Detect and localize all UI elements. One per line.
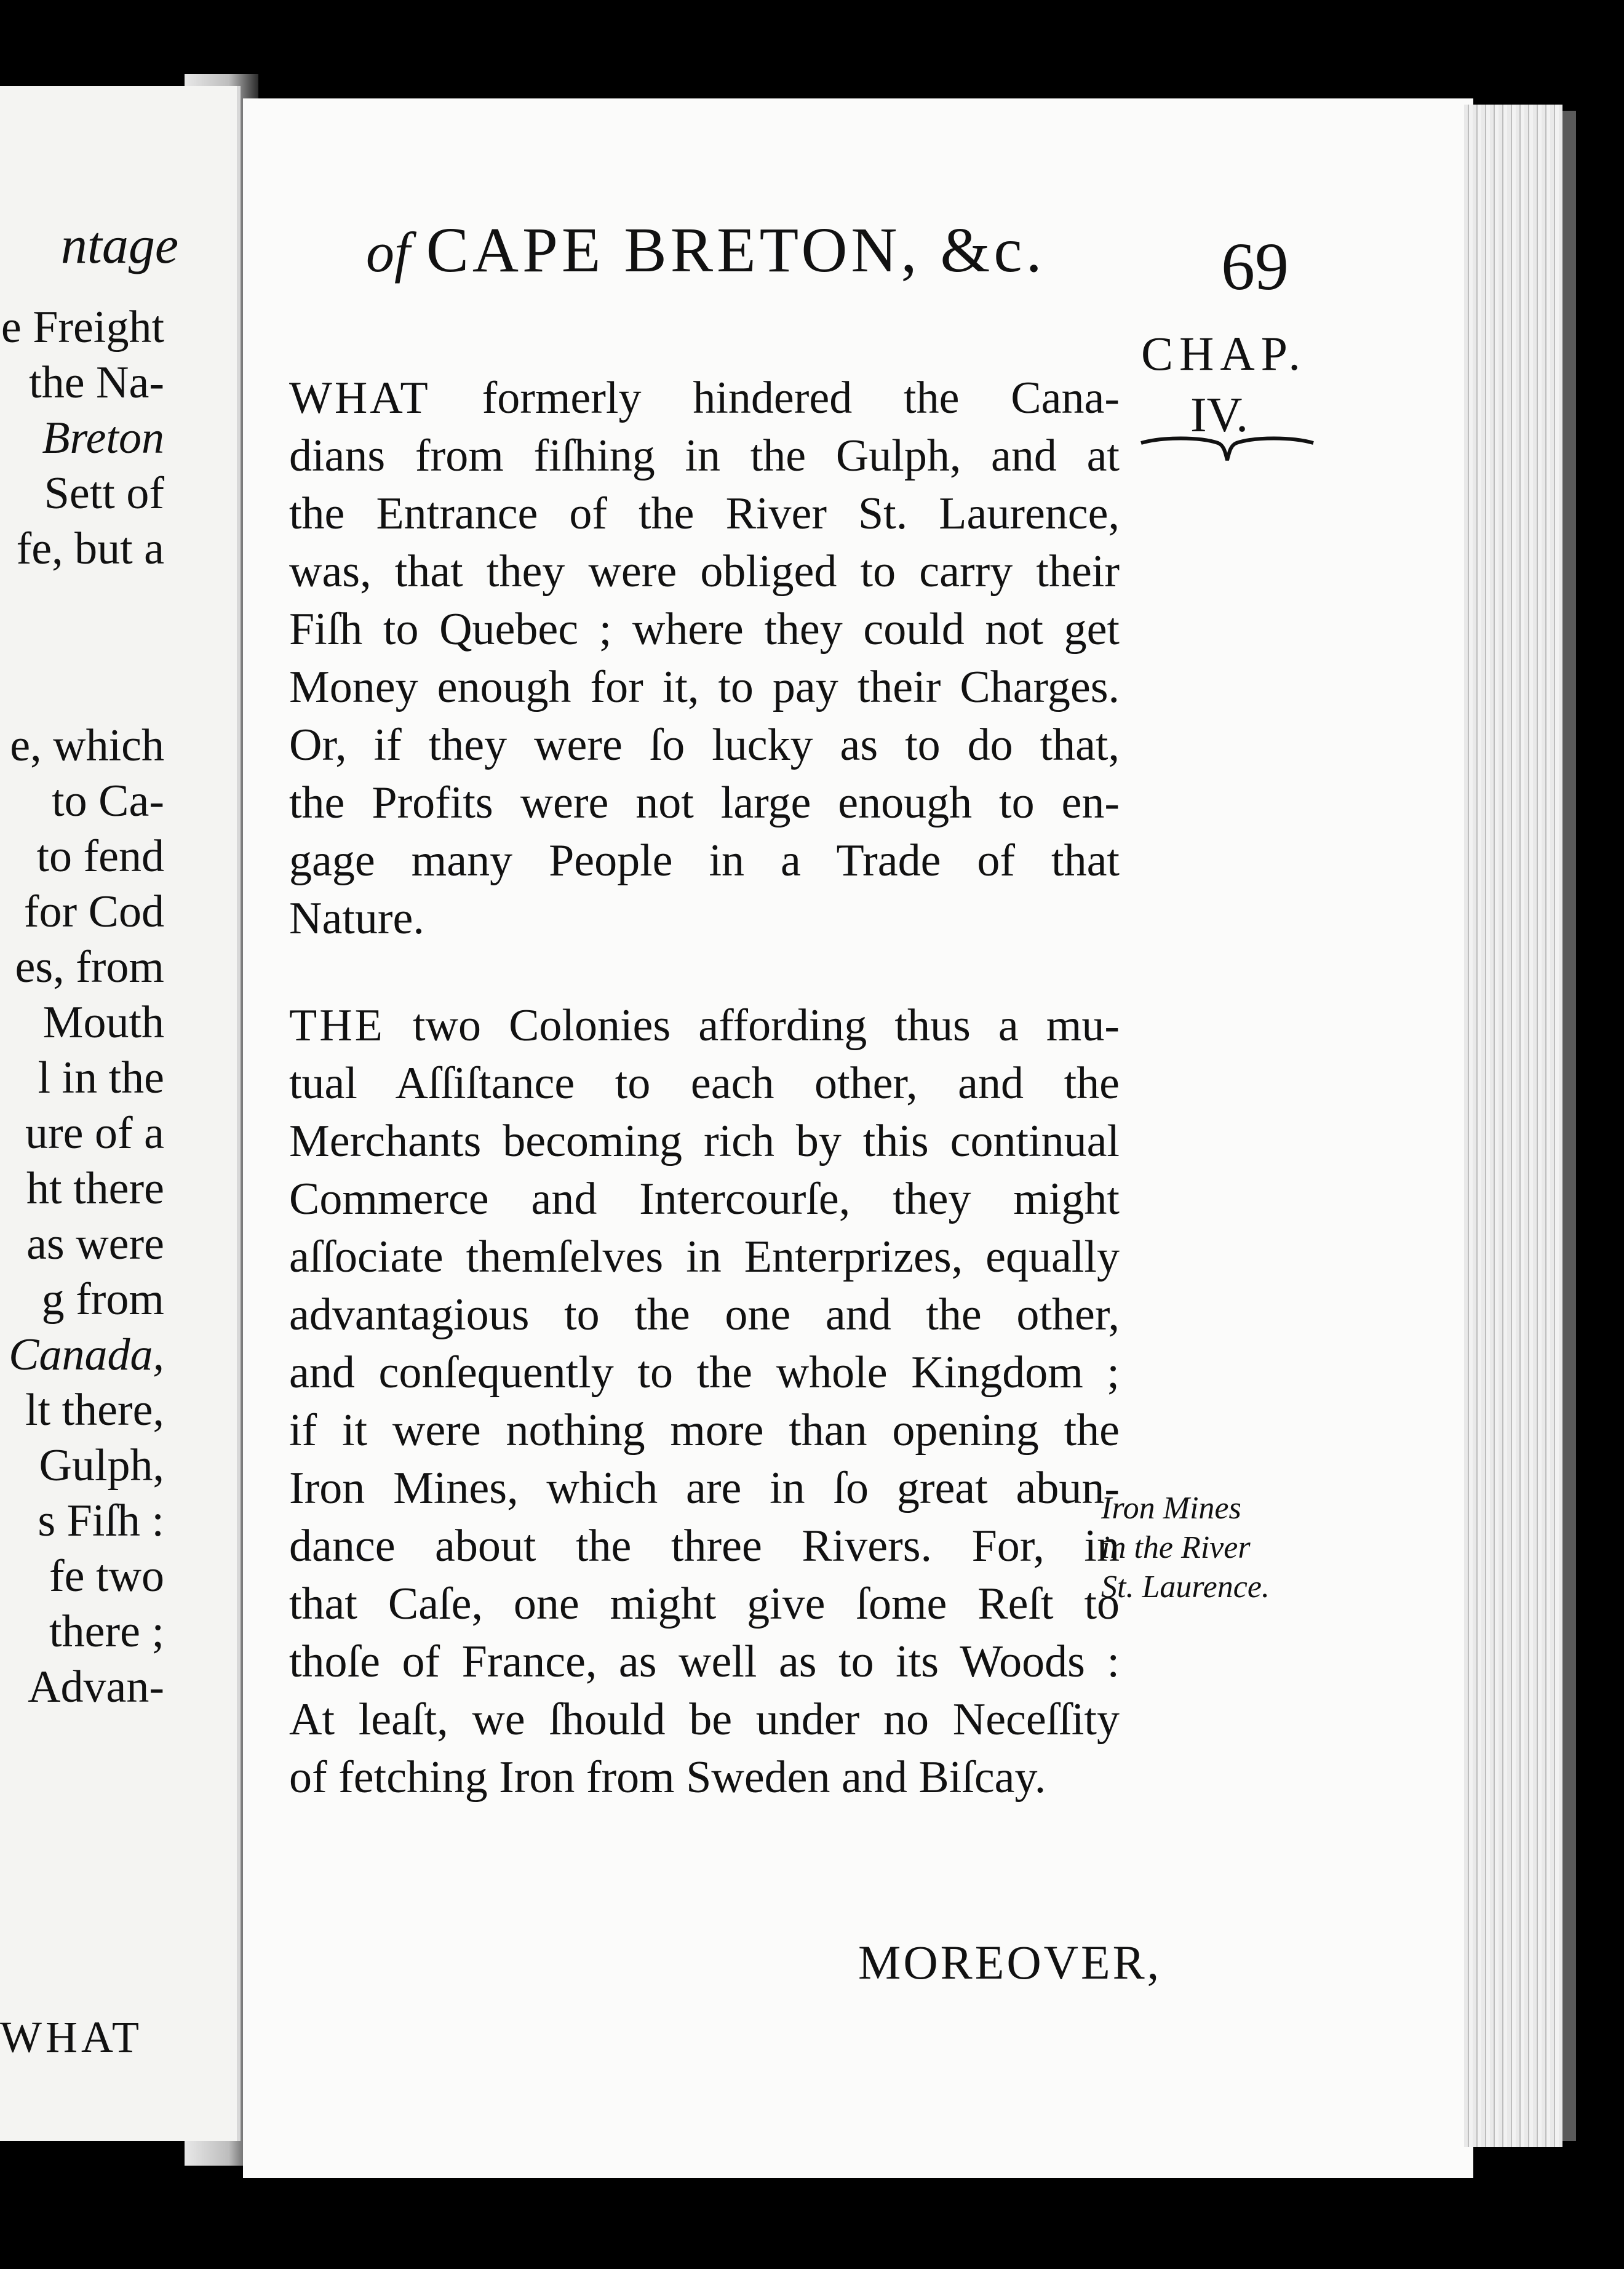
paragraph-lead-word: WHAT <box>289 373 431 423</box>
left-line: the Na- <box>29 357 164 408</box>
page-number: 69 <box>1221 229 1289 304</box>
left-line: g from <box>41 1274 164 1325</box>
paragraph-lead-word: THE <box>289 1000 385 1051</box>
marginal-note-line: St. Laurence. <box>1101 1569 1270 1605</box>
left-line: Mouth <box>42 997 164 1048</box>
left-page-catchword: WHAT <box>0 2012 143 2062</box>
left-line: Sett of <box>44 468 164 519</box>
paragraph-line: the Profits were not large enough to en- <box>289 778 1120 828</box>
chapter-number: IV. <box>1190 388 1249 442</box>
left-line: there ; <box>49 1606 164 1657</box>
left-line: for Cod <box>23 887 164 937</box>
paragraph-line: Merchants becoming rich by this continual <box>289 1116 1120 1166</box>
paragraph-line: was, that they were obliged to carry their <box>289 546 1120 597</box>
left-line: ure of a <box>25 1108 164 1158</box>
paragraph-line: At leaſt, we ſhould be under no Neceſſity <box>289 1694 1120 1745</box>
paragraph-line: aſſociate themſelves in Enterprizes, equally <box>289 1232 1120 1282</box>
left-line: lt there, <box>25 1385 164 1435</box>
left-page-header-fragment: ntage <box>60 215 178 274</box>
paragraph-line: advantagious to the one and the other, <box>289 1290 1120 1340</box>
paragraph-line: that Caſe, one might give ſome Reſt to <box>289 1579 1120 1629</box>
left-page <box>0 86 241 2141</box>
left-line: s Fiſh : <box>38 1496 164 1546</box>
marginal-note-line: in the River <box>1101 1530 1251 1565</box>
chapter-brace-ornament <box>1138 431 1316 468</box>
paragraph-line: thoſe of France, as well as to its Woods : <box>289 1637 1120 1687</box>
running-header <box>366 215 1363 285</box>
paragraph-line: Nature. <box>289 893 424 944</box>
left-line: e, which <box>10 720 164 771</box>
header-title: CAPE BRETON, &c. <box>426 215 1046 285</box>
paragraph-line: dance about the three Rivers. For, in <box>289 1521 1120 1571</box>
left-line: fe, but a <box>16 524 164 574</box>
left-line: as were <box>26 1219 164 1269</box>
paragraph-line: gage many People in a Trade of that <box>289 835 1120 886</box>
paragraph-line: Money enough for it, to pay their Charges. <box>289 662 1120 712</box>
paragraph-line: Iron Mines, which are in ſo great abun- <box>289 1463 1120 1513</box>
left-line: Advan- <box>28 1662 164 1712</box>
left-line: to Ca- <box>52 776 164 826</box>
left-line: ht there <box>26 1163 164 1214</box>
chapter-label: CHAP. <box>1141 327 1307 380</box>
paragraph-line: and conſequently to the whole Kingdom ; <box>289 1347 1120 1398</box>
paragraph-1 <box>289 369 1120 947</box>
left-line: Breton <box>42 413 164 463</box>
left-line: Canada, <box>9 1330 164 1380</box>
paragraph-line: tual Aſſiſtance to each other, and the <box>289 1058 1120 1109</box>
marginal-note <box>1101 1489 1270 1607</box>
paragraph-line: Commerce and Intercourſe, they might <box>289 1174 1120 1224</box>
paragraph-line: the Entrance of the River St. Laurence, <box>289 488 1120 539</box>
paragraph-line: dians from fiſhing in the Gulph, and at <box>289 431 1120 481</box>
paragraph-line: of fetching Iron from Sweden and Biſcay. <box>289 1752 1046 1803</box>
marginal-note-line: Iron Mines <box>1101 1491 1241 1526</box>
paragraph-line: Or, if they were ſo lucky as to do that, <box>289 720 1120 770</box>
left-line: e Freight <box>1 302 164 353</box>
catchword: MOREOVER, <box>858 1936 1162 1989</box>
book-cover-edge <box>1562 111 1576 2141</box>
left-line: fe two <box>49 1551 164 1601</box>
paragraph-line: if it were nothing more than opening the <box>289 1405 1120 1456</box>
left-line: to fend <box>36 831 164 882</box>
left-line: l in the <box>38 1053 164 1103</box>
left-line: es, from <box>15 942 164 992</box>
left-line: Gulph, <box>39 1440 164 1491</box>
paragraph-line: WHAT formerly hindered the Cana- <box>289 373 1120 423</box>
header-of: of <box>366 221 410 284</box>
paragraph-2 <box>289 997 1120 1806</box>
paragraph-line: Fiſh to Quebec ; where they could not get <box>289 604 1120 655</box>
page-edges <box>1464 105 1562 2147</box>
paragraph-line: THE two Colonies affording thus a mu- <box>289 1000 1120 1051</box>
